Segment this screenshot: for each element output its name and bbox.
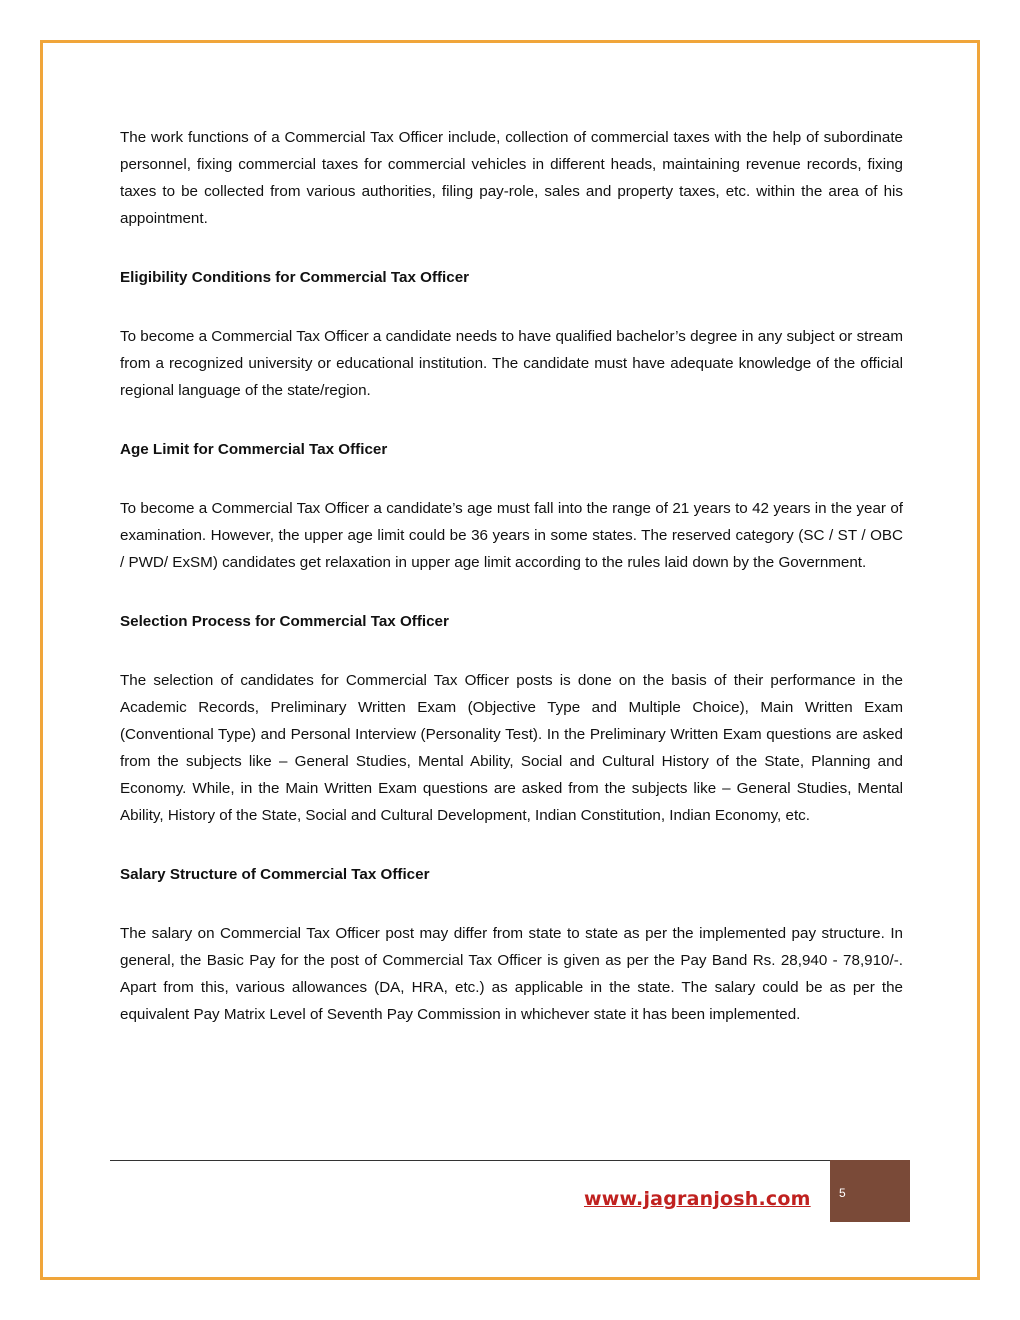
age-limit-heading: Age Limit for Commercial Tax Officer — [120, 441, 388, 458]
footer-divider — [110, 1160, 830, 1161]
website-link[interactable]: www.jagranjosh.com — [584, 1188, 811, 1210]
document-body — [120, 124, 903, 1028]
salary-structure-paragraph: The salary on Commercial Tax Officer post may differ from state to state as per the implemented pay structure. In general, the Basic Pay for the post of Commercial Tax Officer is given as per the Pay Band Rs. 28,940 - 78,910/-. Apart from this, various allowances (DA, HRA, etc.) as applicable in the state. The salary could be as per the equivalent Pay Matrix Level of Seventh Pay Commission in whichever state it has been implemented. — [120, 925, 903, 1023]
selection-process-paragraph: The selection of candidates for Commercial Tax Officer posts is done on the basis of their performance in the Academic Records, Preliminary Written Exam (Objective Type and Multiple Choice), Main Written Exam (Conventional Type) and Personal Interview (Personality Test). In the Preliminary Written Exam questions are asked from the subjects like – General Studies, Mental Ability, Social and Cultural History of the State, Planning and Economy. While, in the Main Written Exam questions are asked from the subjects like – General Studies, Mental Ability, History of the State, Social and Cultural Development, Indian Constitution, Indian Economy, etc. — [120, 672, 903, 824]
salary-structure-heading: Salary Structure of Commercial Tax Officer — [120, 866, 430, 883]
eligibility-heading: Eligibility Conditions for Commercial Tax Officer — [120, 269, 470, 286]
selection-process-heading: Selection Process for Commercial Tax Officer — [120, 613, 449, 630]
page-number: 5 — [839, 1186, 846, 1200]
age-limit-paragraph: To become a Commercial Tax Officer a candidate’s age must fall into the range of 21 years to 42 years in the year of examination. However, the upper age limit could be 36 years in some states. The reserved category (SC / ST / OBC / PWD/ ExSM) candidates get relaxation in upper age limit according to the rules laid down by the Government. — [120, 500, 903, 571]
page-number-box — [830, 1160, 910, 1222]
intro-paragraph: The work functions of a Commercial Tax Officer include, collection of commercial taxes with the help of subordinate personnel, fixing commercial taxes for commercial vehicles in different heads, maintaining revenue records, fixing taxes to be collected from various authorities, filing pay-role, sales and property taxes, etc. within the area of his appointment. — [120, 129, 903, 227]
eligibility-paragraph: To become a Commercial Tax Officer a candidate needs to have qualified bachelor’s degree in any subject or stream from a recognized university or educational institution. The candidate must have adequate knowledge of the official regional language of the state/region. — [120, 328, 903, 399]
